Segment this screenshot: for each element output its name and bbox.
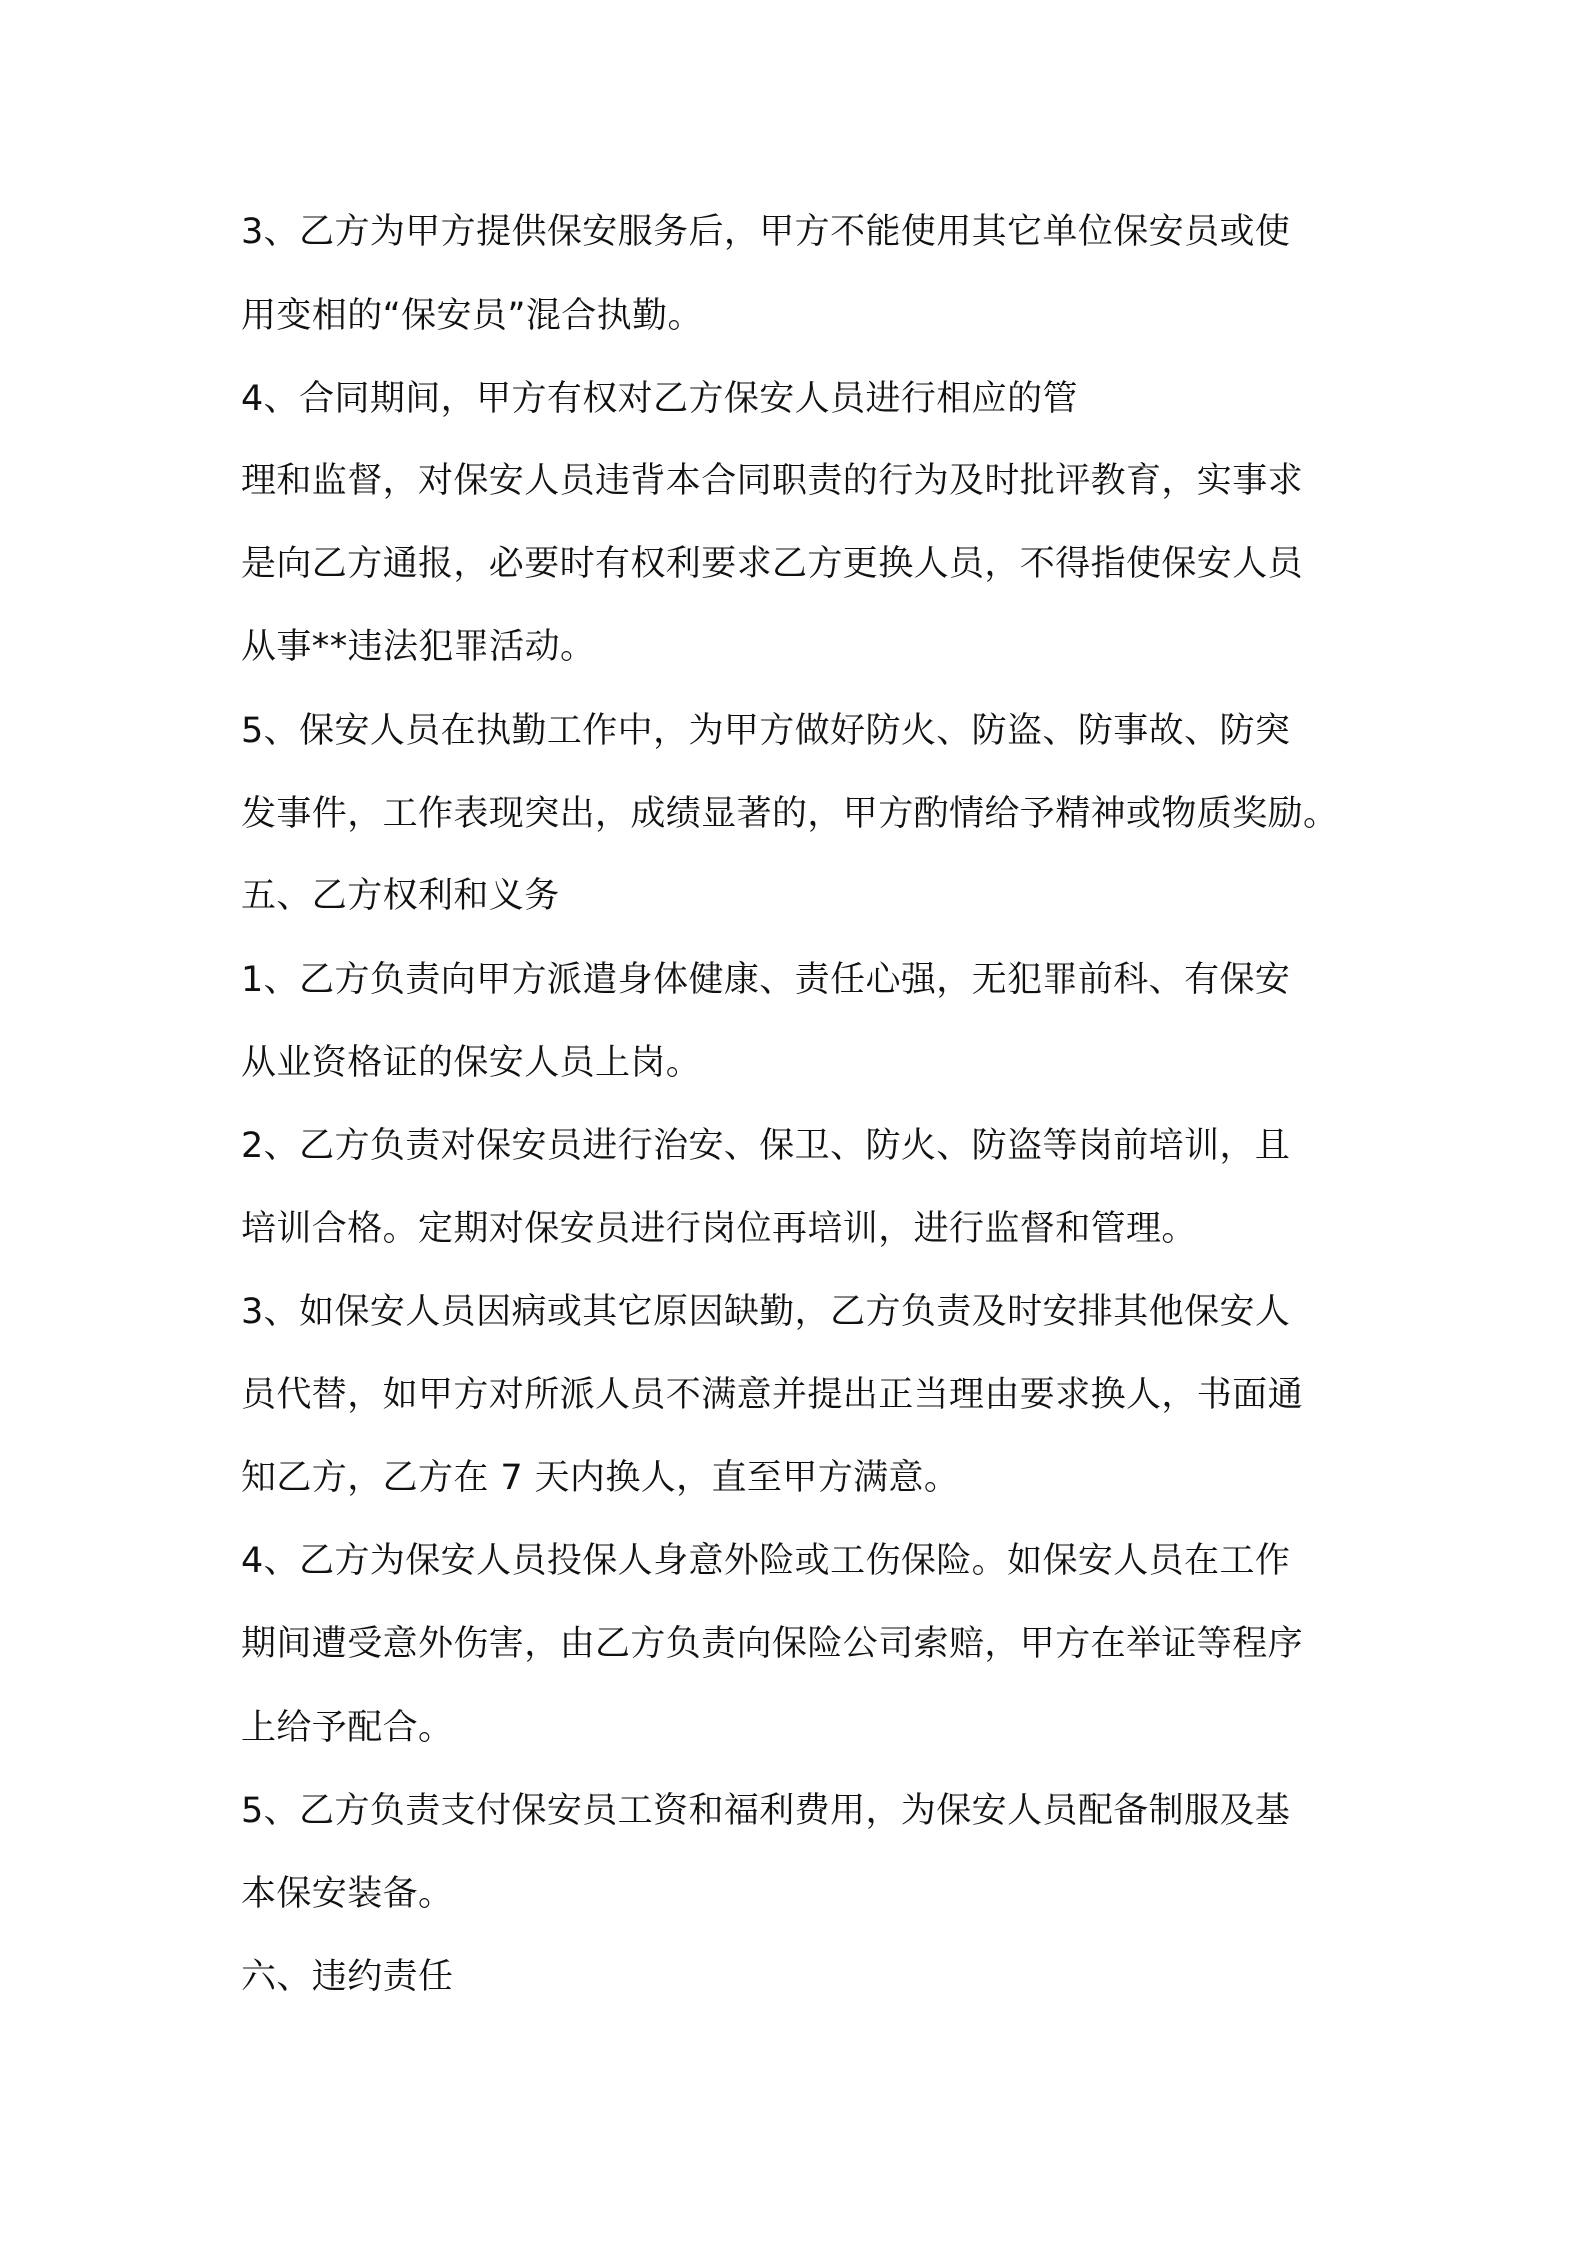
text-line: 是向乙方通报，必要时有权利要求乙方更换人员，不得指使保安人员 — [241, 544, 1304, 584]
text-line: 1、乙方负责向甲方派遣身体健康、责任心强，无犯罪前科、有保安 — [241, 960, 1291, 1000]
section-heading: 五、乙方权利和义务 — [241, 876, 560, 916]
text-line: 2、乙方负责对保安员进行治安、保卫、防火、防盗等岗前培训，且 — [241, 1126, 1291, 1166]
text-line: 从业资格证的保安人员上岗。 — [241, 1043, 702, 1083]
text-line: 培训合格。定期对保安员进行岗位再培训，进行监督和管理。 — [241, 1209, 1197, 1249]
text-line: 上给予配合。 — [241, 1708, 454, 1748]
text-line: 4、乙方为保安人员投保人身意外险或工伤保险。如保安人员在工作 — [241, 1541, 1291, 1581]
text-line: 理和监督，对保安人员违背本合同职责的行为及时批评教育，实事求 — [241, 461, 1304, 501]
text-line: 用变相的“保安员”混合执勤。 — [241, 296, 703, 336]
text-line: 本保安装备。 — [241, 1874, 454, 1914]
text-line: 从事**违法犯罪活动。 — [241, 627, 596, 667]
text-line: 知乙方，乙方在 7 天内换人，直至甲方满意。 — [241, 1458, 960, 1498]
text-line: 5、保安人员在执勤工作中，为甲方做好防火、防盗、防事故、防突 — [241, 711, 1291, 751]
text-line: 员代替，如甲方对所派人员不满意并提出正当理由要求换人，书面通 — [241, 1375, 1304, 1415]
text-line: 3、乙方为甲方提供保安服务后，甲方不能使用其它单位保安员或使 — [241, 212, 1291, 252]
text-line: 4、合同期间，甲方有权对乙方保安人员进行相应的管 — [241, 379, 1078, 419]
text-line: 5、乙方负责支付保安员工资和福利费用，为保安人员配备制服及基 — [241, 1791, 1291, 1831]
text-line: 3、如保安人员因病或其它原因缺勤，乙方负责及时安排其他保安人 — [241, 1292, 1291, 1332]
text-line: 期间遭受意外伤害，由乙方负责向保险公司索赔，甲方在举证等程序 — [241, 1624, 1304, 1664]
text-line: 发事件，工作表现突出，成绩显著的，甲方酌情给予精神或物质奖励。 — [241, 794, 1339, 834]
section-heading: 六、违约责任 — [241, 1957, 454, 1997]
